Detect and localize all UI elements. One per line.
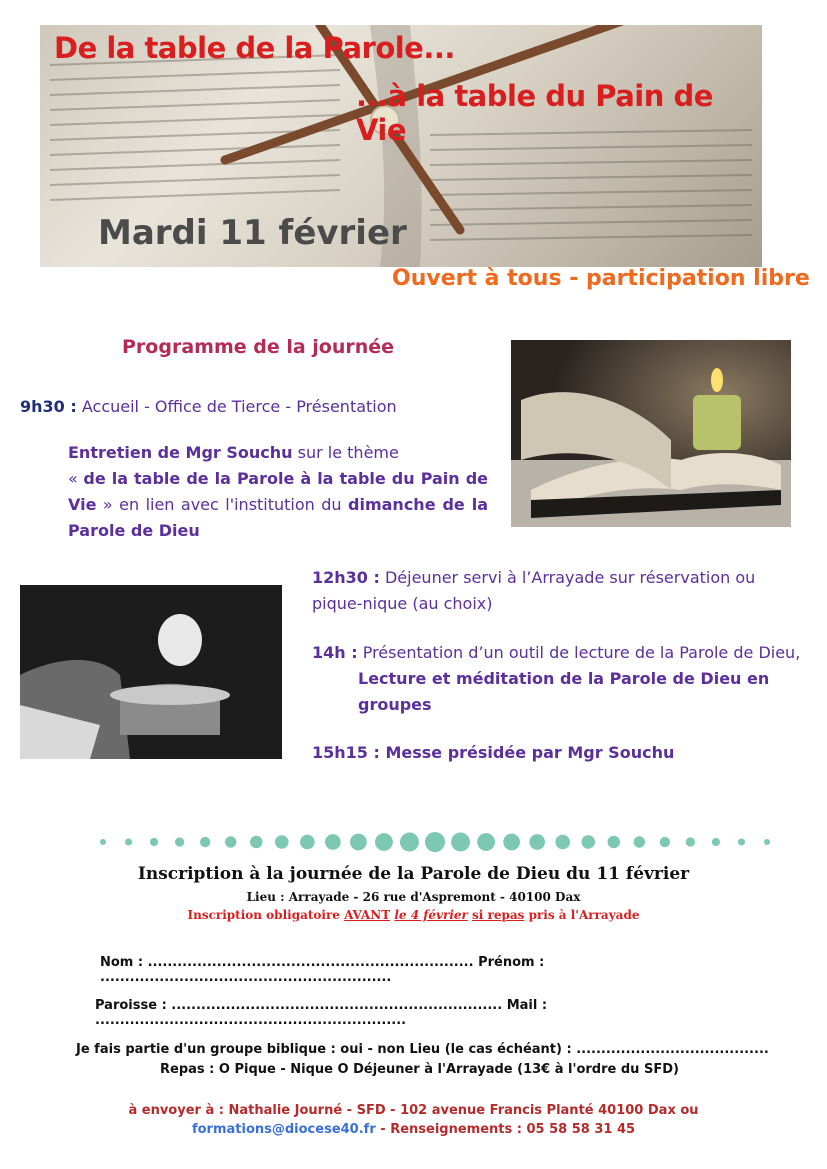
talk-mid1: sur le thème [292,443,399,462]
title-line-2: ...à la table du Pain de Vie [356,79,713,147]
decorative-dot [375,833,393,851]
form-repas-choice[interactable]: Repas : O Pique - Nique O Déjeuner à l'Arrayade (13€ à l'ordre du SFD) [160,1062,679,1077]
registration-title: Inscription à la journée de la Parole de Dieu du 11 février [137,864,690,884]
decorative-dot [503,834,520,851]
deadline-date: le 4 février [394,908,468,922]
header-image [40,25,762,267]
separator: - [375,1122,391,1137]
item-bold-text: Lecture et méditation de la Parole de Dieu en groupes [358,669,770,714]
email-link[interactable]: formations@diocese40.fr [191,1122,376,1137]
item-text: Accueil - Office de Tierce - Présentation [76,397,397,416]
decorative-dot [250,836,262,848]
form-paroisse-mail[interactable]: Paroisse : ................................................................... Mail : ............................................................... [95,998,548,1028]
decorative-dot [608,836,620,848]
decorative-dot [350,834,367,851]
decorative-dot [555,835,570,850]
talk-theme: de la table de la Parole à la table du Pain de Vie [68,469,489,514]
event-date: Mardi 11 février [98,213,407,253]
deadline-si-repas: si repas [472,908,525,922]
talk-lead: Entretien de Mgr Souchu [68,443,293,462]
deadline-end: pris à l'Arrayade [524,908,640,922]
decorative-dot [764,839,770,845]
decorative-dot [225,836,236,847]
talk-mid2: » en lien avec l'institution du [96,495,349,514]
deadline-avant: AVANT [344,908,391,922]
decorative-dot [325,834,341,850]
decorative-dot [477,833,495,851]
program-item-messe: 15h15 : Messe présidée par Mgr Souchu [312,743,675,762]
decorative-dot [529,834,545,850]
item-text: Déjeuner servi à l’Arrayade sur réservation ou pique-nique (au choix) [312,568,756,613]
decorative-dot [425,832,445,852]
decorative-dot [686,837,695,846]
decorative-dot [175,837,184,846]
decorative-dot [300,835,315,850]
decorative-dot [581,835,595,849]
deadline-text: Inscription obligatoire [187,908,345,922]
form-nom-prenom[interactable]: Nom : .................................................................. Prénom : ........................................................... [100,955,545,985]
decorative-dot [200,837,210,847]
footer-send-to: à envoyer à : Nathalie Journé - SFD - 102 avenue Francis Planté 40100 Dax ou [128,1103,699,1118]
program-heading: Programme de la journée [122,336,395,358]
program-item-accueil [20,394,397,420]
decorative-dot [275,835,289,849]
item-text: Présentation d’un outil de lecture de la Parole de Dieu, [357,643,801,662]
title-line-1: De la table de la Parole... [54,31,455,65]
form-groupe-biblique[interactable]: Je fais partie d'un groupe biblique : oui - non Lieu (le cas échéant) : ....................................... [76,1042,769,1057]
registration-deadline [0,908,827,922]
program-item-presentation-outil [312,640,812,718]
decorative-dots-divider [95,828,775,856]
program-item-dejeuner [312,565,802,617]
quote-open: « [68,469,84,488]
decorative-dot [451,833,470,852]
registration-location: Lieu : Arrayade - 26 rue d'Aspremont - 40100 Dax [246,890,581,904]
eucharist-host-photo [20,585,282,759]
program-item-entretien [68,440,488,544]
decorative-dot [738,838,745,845]
decorative-dot [712,838,720,846]
decorative-dot [100,839,106,845]
decorative-dot [660,837,670,847]
time-label: 14h : [312,643,358,662]
talk-sunday: dimanche de la Parole de Dieu [68,495,488,540]
bible-candle-photo [511,340,791,527]
time-label: 12h30 : [312,568,380,587]
open-to-all-notice: Ouvert à tous - participation libre [392,266,810,291]
decorative-dot [400,833,419,852]
time-label: 9h30 : [20,397,77,416]
decorative-dot [634,836,645,847]
decorative-dot [150,838,158,846]
decorative-dot [125,838,132,845]
phone-info: Renseignements : 05 58 58 31 45 [390,1122,636,1137]
footer-contact [0,1122,827,1137]
